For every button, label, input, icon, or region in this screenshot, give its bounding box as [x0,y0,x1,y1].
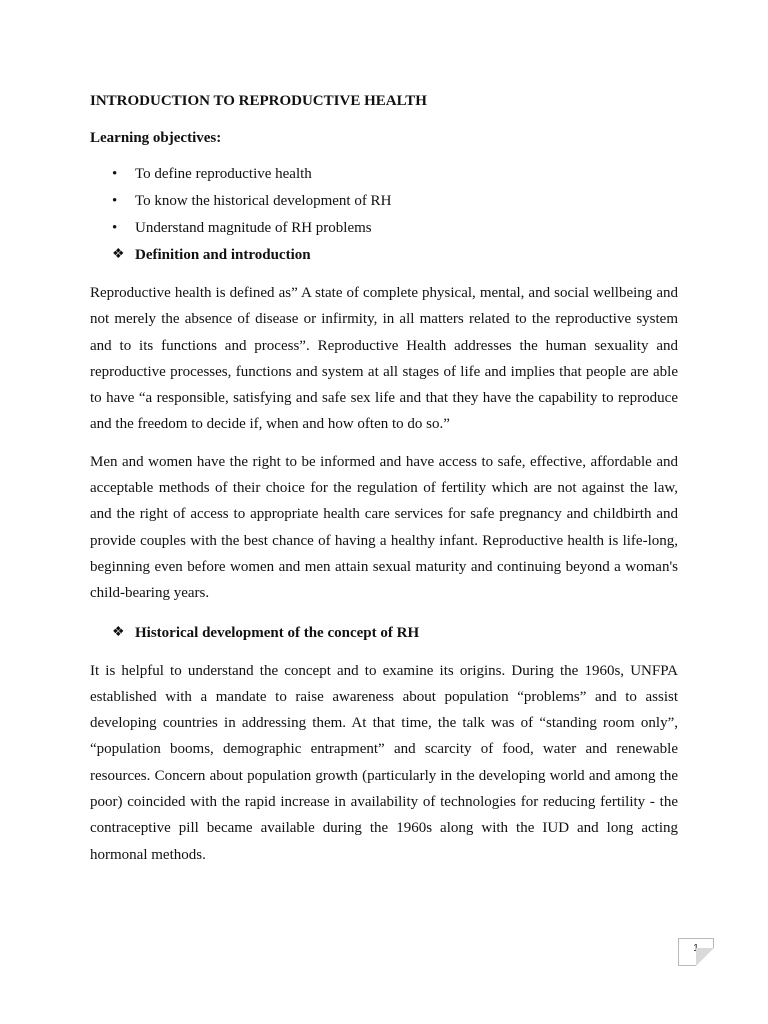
definition-paragraph: Reproductive health is defined as” A state of complete physical, mental, and social wellbeing and not merely the absence of disease or infirmity, in all matters related to the reproductive system and to its functions and process”. Reproductive Health addresses the human sexuality and reproductive processes, functions and system at all stages of life and implies that people are able to have “a responsible, satisfying and safe sex life and that they have the capability to reproduce and the freedom to decide if, when and how often to do so.” [90,285,678,433]
bullet-icon: • [112,166,118,182]
document-title: INTRODUCTION TO REPRODUCTIVE HEALTH [90,93,427,109]
objectives-heading: Learning objectives: [90,130,222,146]
diamond-bullet-icon: ❖ [112,624,125,640]
section-heading-text: Definition and introduction [135,247,311,263]
section-heading-history [90,620,678,646]
objective-text: Understand magnitude of RH problems [135,220,372,236]
section-heading-definition [90,242,678,268]
section-heading-text: Historical development of the concept of RH [135,624,420,641]
list-item [90,188,678,215]
bullet-icon: • [112,220,118,236]
objectives-list [90,161,678,242]
diamond-bullet-icon: ❖ [112,247,125,262]
bullet-icon: • [112,193,118,209]
page-number: 1 [693,943,699,954]
rights-paragraph: Men and women have the right to be informed and have access to safe, effective, affordable and acceptable methods of their choice for the regulation of fertility which are not against the law, and the right of access to appropriate health care services for safe pregnancy and childbirth and provide couples with the best chance of having a healthy infant. Reproductive health is life-long, beginning even before women and men attain sexual maturity and continuing beyond a woman's child-bearing years. [90,453,678,602]
objective-text: To know the historical development of RH [135,193,392,209]
page-curl-icon [696,948,714,966]
list-item [90,161,678,188]
history-paragraph: It is helpful to understand the concept and to examine its origins. During the 1960s, UNFPA established with a mandate to raise awareness about population “problems” and to assist developing countries in addressing them. At that time, the talk was of “standing room only”, “population booms, demographic entrapment” and scarcity of food, water and renewable resources. Concern about population growth (particularly in the developing world and among the poor) coincided with the rapid increase in availability of technologies for reducing fertility - the contraceptive pill became available during the 1960s along with the IUD and long acting hormonal methods. [90,662,678,863]
page-number-box [678,938,714,966]
document-body [90,88,678,868]
objective-text: To define reproductive health [135,166,312,182]
list-item [90,215,678,242]
